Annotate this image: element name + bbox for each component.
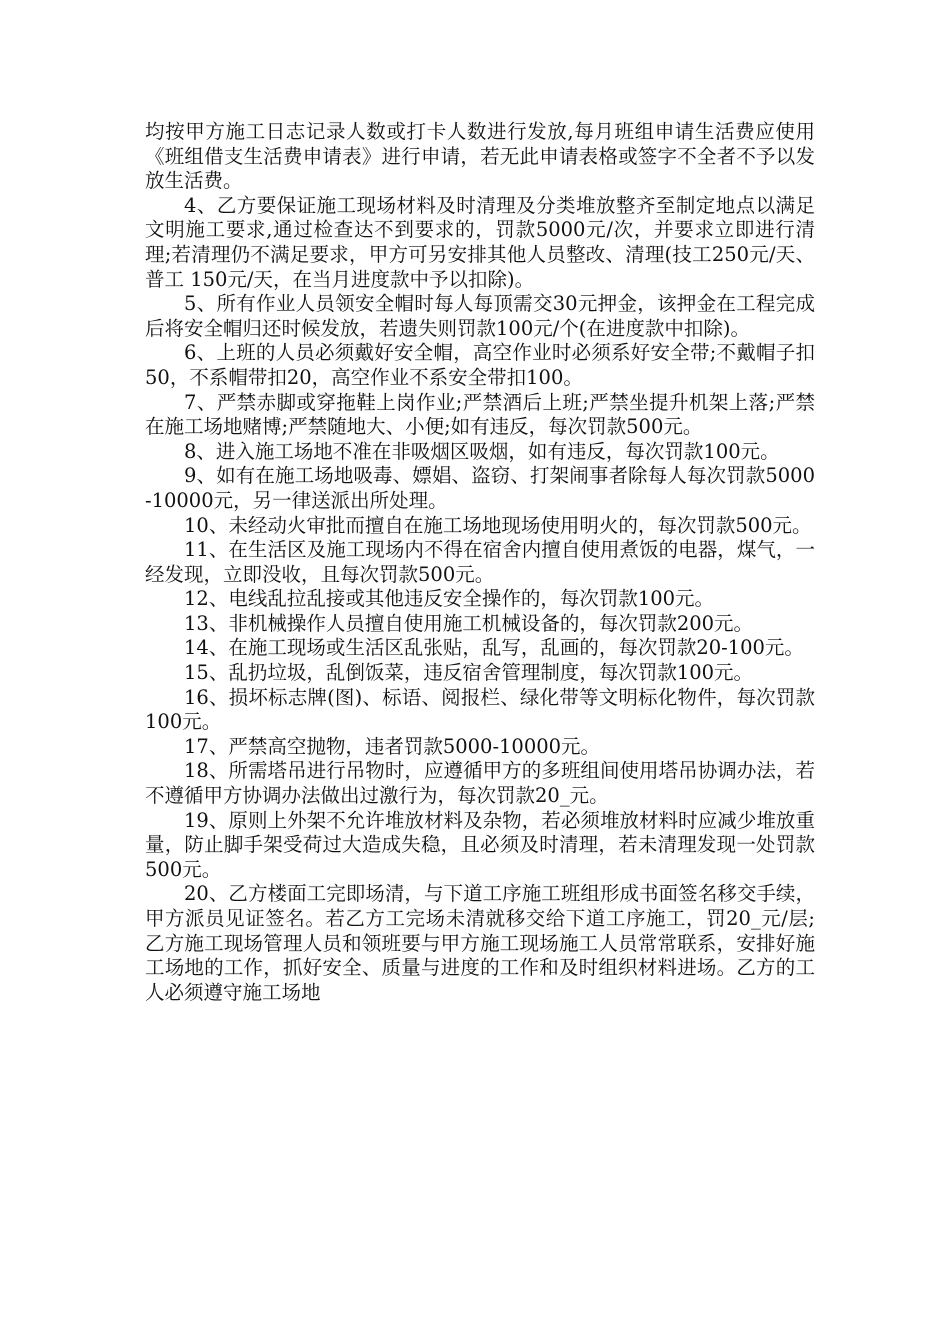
paragraph-item-16: 16、损坏标志牌(图)、标语、阅报栏、绿化带等文明标化物件，每次罚款100元。 <box>145 685 815 734</box>
paragraph-item-15: 15、乱扔垃圾，乱倒饭菜，违反宿舍管理制度，每次罚款100元。 <box>184 661 754 685</box>
paragraph-0: 均按甲方施工日志记录人数或打卡人数进行发放,每月班组申请生活费应使用《班组借支生活费申请表》进行申请，若无此申请表格或签字不全者不予以发放生活费。 <box>145 120 815 193</box>
paragraph-item-19: 19、原则上外架不允许堆放材料及杂物，若必须堆放材料时应减少堆放重量，防止脚手架受荷过大造成失稳，且必须及时清理，若未清理发现一处罚款500元。 <box>145 808 815 881</box>
paragraph-item-5: 5、所有作业人员领安全帽时每人每顶需交30元押金，该押金在工程完成后将安全帽归还时候发放，若遗失则罚款100元/个(在进度款中扣除)。 <box>145 292 815 340</box>
paragraph-item-6: 6、上班的人员必须戴好安全帽，高空作业时必须系好安全带;不戴帽子扣50，不系帽带扣20，高空作业不系安全带扣100。 <box>145 341 815 389</box>
paragraph-item-17: 17、严禁高空抛物，违者罚款5000-10000元。 <box>184 734 601 758</box>
paragraph-item-7: 7、严禁赤脚或穿拖鞋上岗作业;严禁酒后上班;严禁坐提升机架上落;严禁在施工场地赌博;严禁随地大、小便;如有违反，每次罚款500元。 <box>145 390 815 439</box>
paragraph-item-11: 11、在生活区及施工现场内不得在宿舍内擅自使用煮饭的电器，煤气，一经发现，立即没收，且每次罚款500元。 <box>145 538 815 586</box>
paragraph-item-14: 14、在施工现场或生活区乱张贴，乱写，乱画的，每次罚款20-100元。 <box>184 636 804 660</box>
paragraph-item-12: 12、电线乱拉乱接或其他违反安全操作的，每次罚款100元。 <box>184 587 715 611</box>
paragraph-item-4: 4、乙方要保证施工现场材料及时清理及分类堆放整齐至制定地点以满足文明施工要求,通过检查达不到要求的，罚款5000元/次，并要求立即进行清理;若清理仍不满足要求，甲方可另安排其他人员整改、清理(技工250元/天、普工 150元/天，在当月进度款中予以扣除)。 <box>145 193 815 291</box>
paragraph-item-8: 8、进入施工场地不准在非吸烟区吸烟，如有违反，每次罚款100元。 <box>184 439 780 463</box>
paragraph-item-13: 13、非机械操作人员擅自使用施工机械设备的，每次罚款200元。 <box>184 611 754 635</box>
paragraph-item-18: 18、所需塔吊进行吊物时，应遵循甲方的多班组间使用塔吊协调办法，若不遵循甲方协调办法做出过激行为，每次罚款20_元。 <box>145 759 815 808</box>
paragraph-item-20: 20、乙方楼面工完即场清，与下道工序施工班组形成书面签名移交手续，甲方派员见证签名。若乙方工完场未清就移交给下道工序施工，罚20_元/层;乙方施工现场管理人员和领班要与甲方施工现场施工人员常常联系，安排好施工场地的工作，抓好安全、质量与进度的工作和及时组织材料进场。乙方的工人必须遵守施工场地 <box>145 882 815 1004</box>
document-page <box>145 120 815 1005</box>
paragraph-item-10: 10、未经动火审批而擅自在施工场地现场使用明火的，每次罚款500元。 <box>184 513 812 537</box>
paragraph-item-9: 9、如有在施工场地吸毒、嫖娼、盗窃、打架闹事者除每人每次罚款5000-10000元，另一律送派出所处理。 <box>145 464 815 512</box>
